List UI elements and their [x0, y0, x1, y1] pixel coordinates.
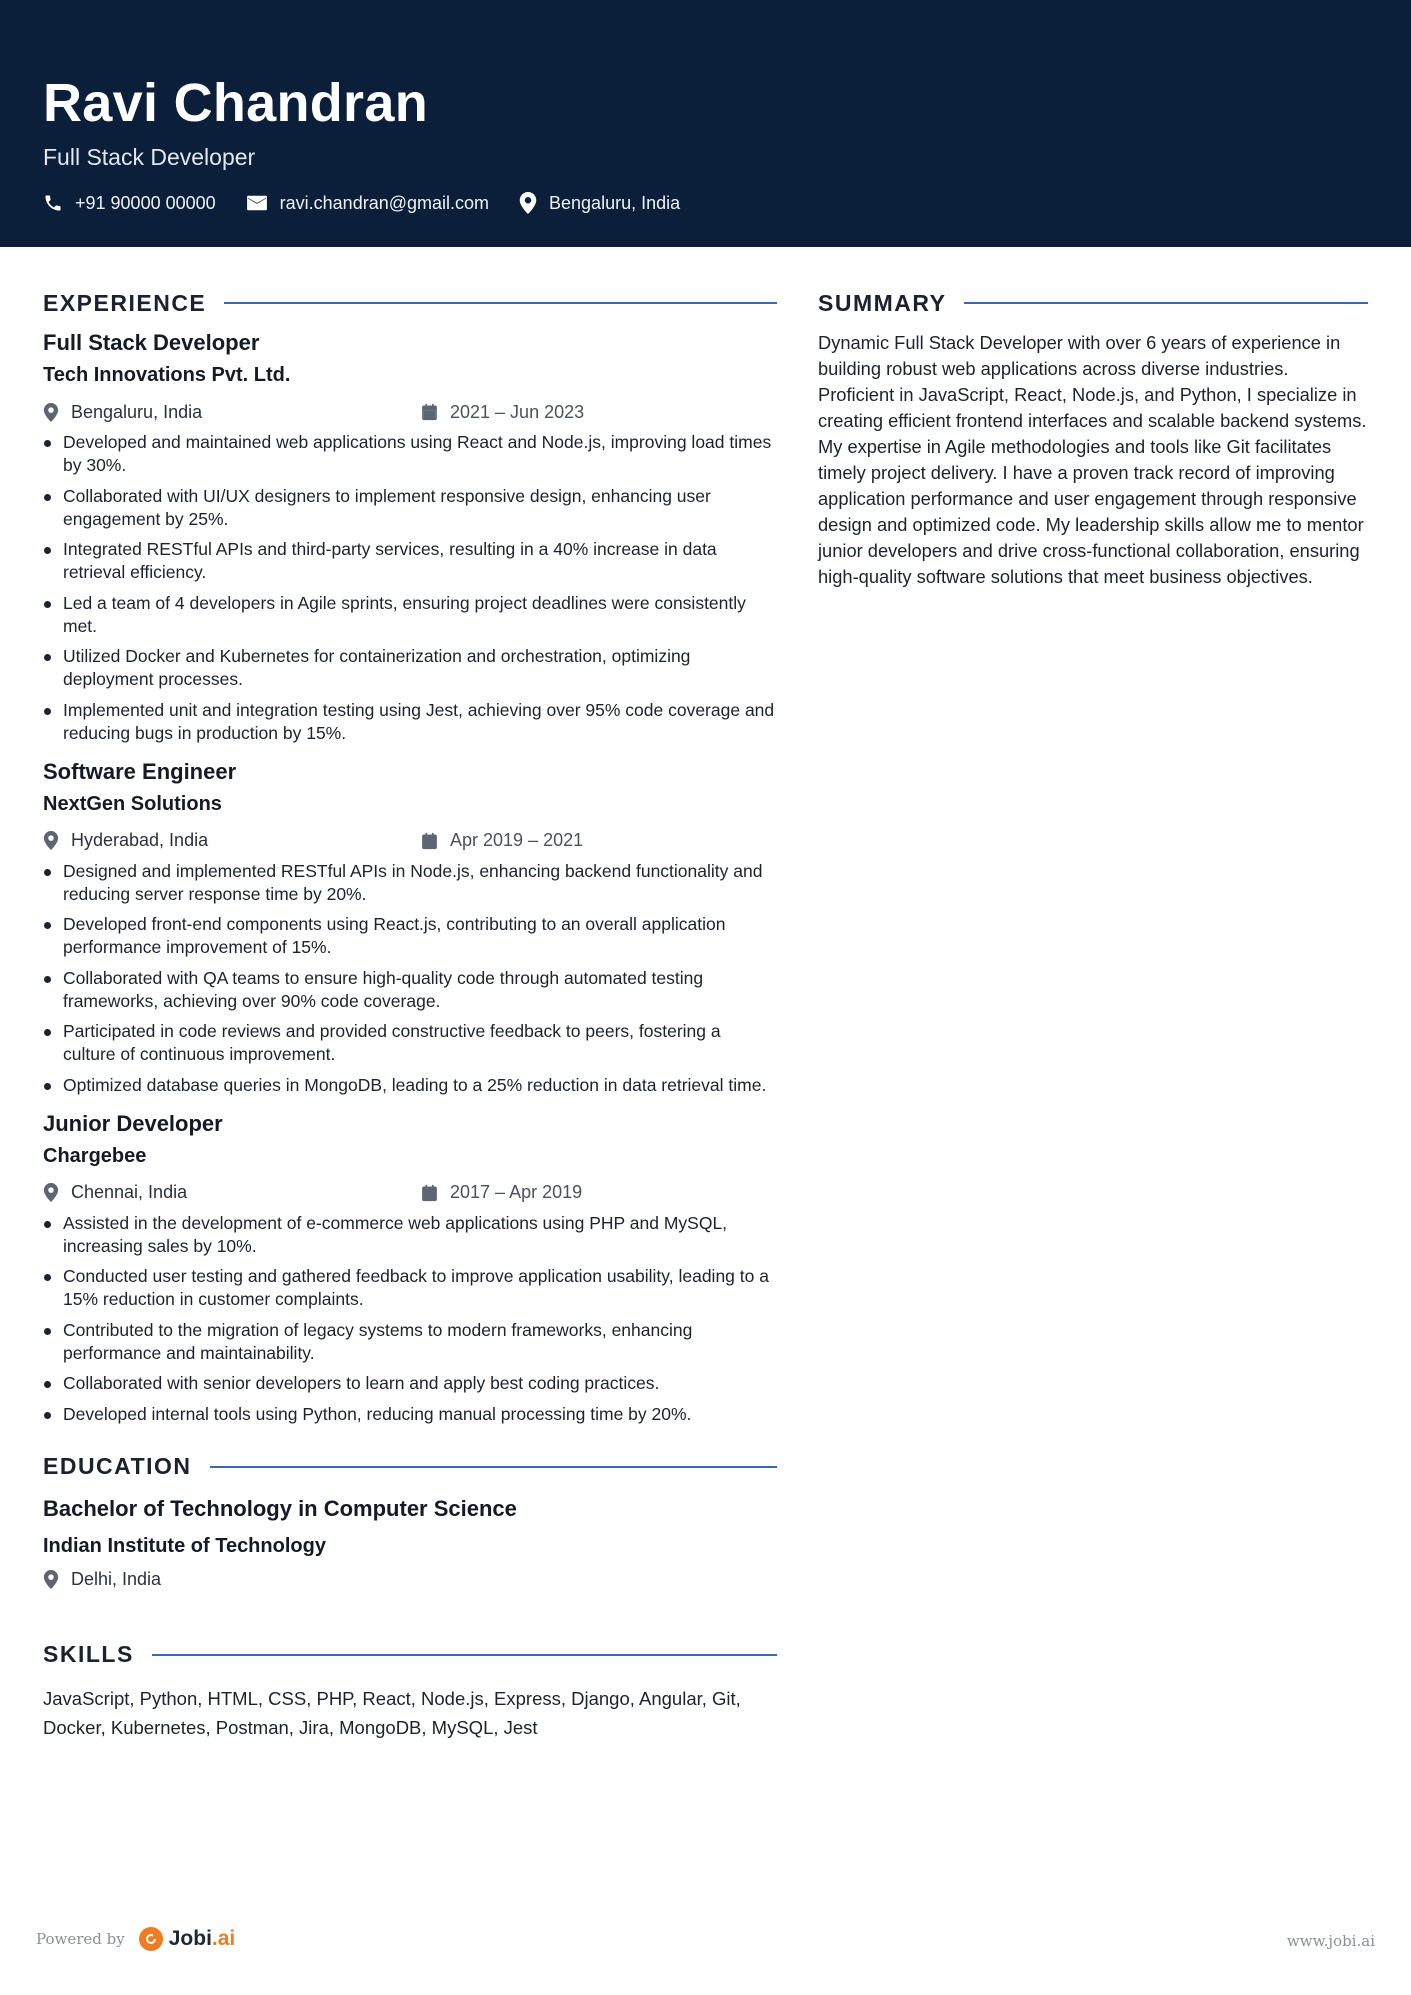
- list-item: Participated in code reviews and provided constructive feedback to peers, fostering a culture of continuous improvement.: [43, 1020, 777, 1066]
- jobi-logo-icon: [139, 1927, 163, 1951]
- job-dates-text: Apr 2019 – 2021: [450, 830, 584, 850]
- candidate-title: Full Stack Developer: [43, 144, 256, 170]
- phone-text[interactable]: +91 90000 00000: [75, 193, 216, 213]
- list-item: Developed internal tools using Python, reducing manual processing time by 20%.: [43, 1403, 777, 1426]
- job-company: NextGen Solutions: [43, 792, 222, 815]
- contact-location: [519, 191, 680, 215]
- summary-text: Dynamic Full Stack Developer with over 6 years of experience in building robust web applications across diverse industries. Proficient in JavaScript, React, Node.js, and Python, I specialize in creating efficient frontend interfaces and scalable backend systems. My expertise in Agile methodologies and tools like Git facilitates timely project delivery. I have a proven track record of improving application performance and user engagement through responsive design and optimized code. My leadership skills allow me to mentor junior developers and drive cross-functional collaboration, ensuring high-quality software solutions that meet business objectives.: [818, 332, 1367, 587]
- email-icon: [246, 194, 268, 212]
- job-title: Software Engineer: [43, 758, 237, 784]
- skills-section: [43, 1634, 777, 1742]
- location-pin-icon: [519, 192, 537, 214]
- location-pin-icon: [43, 1570, 59, 1589]
- experience-section: [43, 282, 777, 1426]
- skills-title: SKILLS: [43, 1641, 134, 1667]
- job-bullets: [43, 860, 777, 1097]
- job-location: [43, 830, 421, 851]
- job-entry: [43, 328, 777, 745]
- contact-phone: [43, 191, 216, 215]
- list-item: Collaborated with senior developers to learn and apply best coding practices.: [43, 1372, 777, 1395]
- calendar-icon: [421, 832, 438, 850]
- job-bullets: [43, 431, 777, 745]
- job-entry: [43, 1109, 777, 1426]
- resume-header: [0, 0, 1411, 247]
- job-location-text: Bengaluru, India: [71, 401, 203, 422]
- job-dates-text: 2021 – Jun 2023: [450, 401, 585, 422]
- job-dates: [421, 830, 583, 851]
- list-item: Implemented unit and integration testing using Jest, achieving over 95% code coverage and reducing bugs in production by 15%.: [43, 699, 777, 745]
- job-meta: [43, 1176, 777, 1210]
- education-heading: [43, 1446, 777, 1488]
- job-location: [43, 1182, 421, 1203]
- education-section: [43, 1446, 777, 1596]
- job-location-text: Chennai, India: [71, 1182, 188, 1202]
- section-divider: [210, 1466, 777, 1468]
- education-title: EDUCATION: [43, 1453, 192, 1479]
- list-item: Optimized database queries in MongoDB, leading to a 25% reduction in data retrieval time.: [43, 1074, 777, 1097]
- job-title: Full Stack Developer: [43, 330, 260, 355]
- powered-by-label: Powered by: [36, 1930, 125, 1948]
- list-item: Assisted in the development of e-commerce web applications using PHP and MySQL, increasing sales by 10%.: [43, 1212, 777, 1258]
- job-company: Tech Innovations Pvt. Ltd.: [43, 364, 291, 386]
- job-location: [43, 402, 421, 423]
- experience-title: EXPERIENCE: [43, 289, 207, 316]
- list-item: Integrated RESTful APIs and third-party services, resulting in a 40% increase in data retrieval efficiency.: [43, 538, 777, 584]
- location-text: Bengaluru, India: [549, 193, 681, 213]
- summary-heading: [818, 282, 1368, 324]
- experience-heading: [43, 282, 777, 324]
- calendar-icon: [421, 403, 438, 421]
- location-pin-icon: [43, 403, 59, 422]
- education-school: Indian Institute of Technology: [43, 1534, 326, 1557]
- section-divider: [964, 302, 1368, 304]
- education-location-text: Delhi, India: [71, 1569, 162, 1589]
- candidate-name: Ravi Chandran: [43, 73, 428, 133]
- calendar-icon: [421, 1184, 438, 1202]
- job-dates: [421, 1182, 582, 1203]
- section-divider: [152, 1654, 777, 1656]
- job-meta: [43, 824, 777, 858]
- jobi-brand-link[interactable]: [139, 1927, 236, 1951]
- job-title: Junior Developer: [43, 1110, 223, 1136]
- list-item: Developed front-end components using React.js, contributing to an overall application performance improvement of 15%.: [43, 913, 777, 959]
- job-entry: [43, 757, 777, 1097]
- skills-list: JavaScript, Python, HTML, CSS, PHP, React, Node.js, Express, Django, Angular, Git, Docker, Kubernetes, Postman, Jira, MongoDB, MySQL, Jest: [43, 1687, 741, 1738]
- phone-icon: [43, 193, 63, 213]
- left-column: [43, 282, 777, 1742]
- list-item: Conducted user testing and gathered feedback to improve application usability, leading to a 15% reduction in customer complaints.: [43, 1265, 777, 1311]
- list-item: Contributed to the migration of legacy systems to modern frameworks, enhancing performance and maintainability.: [43, 1319, 777, 1365]
- skills-heading: [43, 1634, 777, 1676]
- list-item: Designed and implemented RESTful APIs in Node.js, enhancing backend functionality and reducing server response time by 20%.: [43, 860, 777, 906]
- brand-suffix: .ai: [211, 1927, 236, 1950]
- list-item: Utilized Docker and Kubernetes for containerization and orchestration, optimizing deployment processes.: [43, 645, 777, 691]
- job-location-text: Hyderabad, India: [71, 830, 209, 850]
- job-bullets: [43, 1212, 777, 1426]
- education-location: [43, 1564, 777, 1596]
- job-company: Chargebee: [43, 1144, 147, 1167]
- list-item: Developed and maintained web applications using React and Node.js, improving load times by 30%.: [43, 431, 777, 477]
- list-item: Collaborated with QA teams to ensure high-quality code through automated testing frameworks, achieving over 90% code coverage.: [43, 967, 777, 1013]
- brand-main: Jobi: [168, 1927, 212, 1950]
- summary-title: SUMMARY: [818, 289, 947, 316]
- list-item: Collaborated with UI/UX designers to implement responsive design, enhancing user engagement by 25%.: [43, 485, 777, 531]
- summary-section: [818, 282, 1368, 590]
- contact-bar: [43, 191, 710, 215]
- footer-url[interactable]: www.jobi.ai: [1286, 1932, 1375, 1950]
- footer-powered-by: [36, 1927, 235, 1951]
- job-dates-text: 2017 – Apr 2019: [450, 1182, 583, 1202]
- location-pin-icon: [43, 831, 59, 850]
- right-column: [818, 282, 1368, 590]
- location-pin-icon: [43, 1183, 59, 1202]
- email-text[interactable]: ravi.chandran@gmail.com: [279, 193, 490, 213]
- section-divider: [224, 302, 777, 304]
- job-meta: [43, 395, 777, 429]
- contact-email: [246, 191, 489, 215]
- list-item: Led a team of 4 developers in Agile sprints, ensuring project deadlines were consistently met.: [43, 592, 777, 638]
- job-dates: [421, 402, 584, 423]
- education-degree: Bachelor of Technology in Computer Science: [43, 1495, 517, 1521]
